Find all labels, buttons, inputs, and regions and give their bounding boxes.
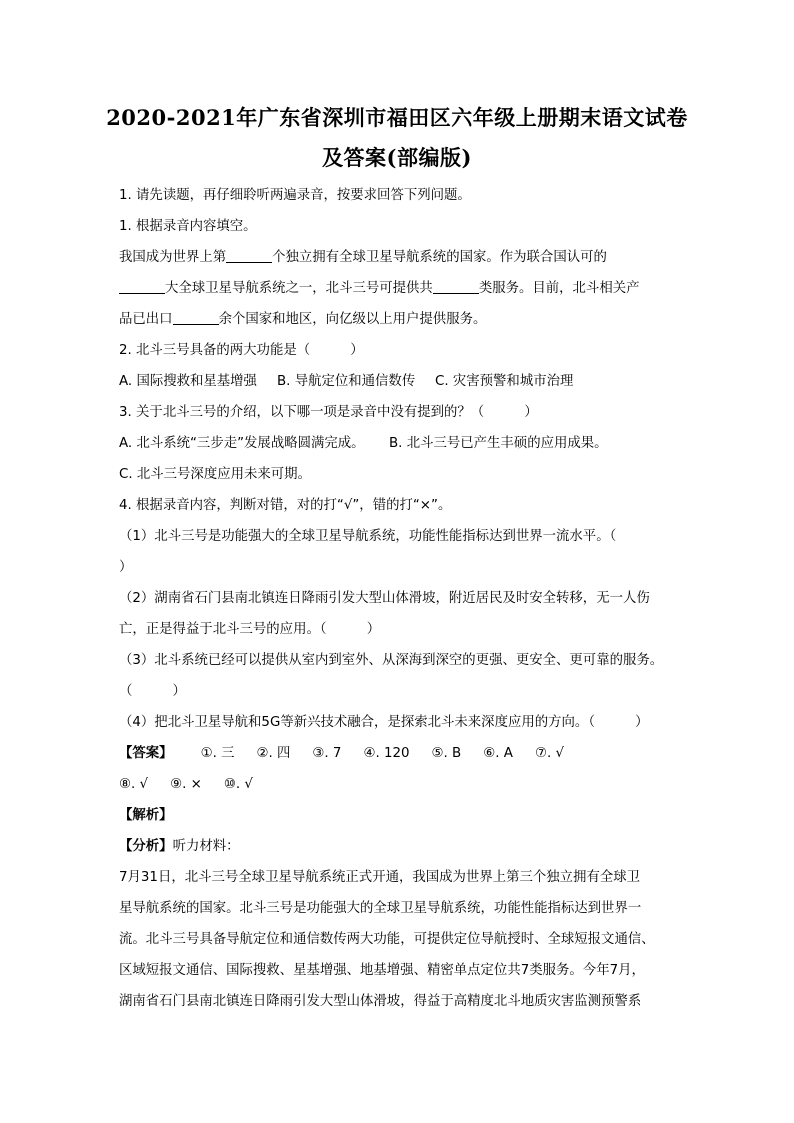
answers-row-2 xyxy=(119,775,694,795)
fill-line-3 xyxy=(119,310,694,330)
answer-2: ②. 四 xyxy=(256,746,291,761)
fill-text: 余个国家和地区，向亿级以上用户提供服务。 xyxy=(218,312,487,327)
question-2-options xyxy=(119,372,694,392)
answer-7: ⑦. √ xyxy=(534,746,564,761)
answer-label: 【答案】 xyxy=(119,746,173,761)
question-4: 4. 根据录音内容，判断对错，对的打“√”，错的打“×”。 xyxy=(119,498,452,513)
answer-10: ⑩. √ xyxy=(223,777,253,792)
material-line-3: 流。北斗三号具备导航定位和通信数传两大功能，可提供定位导航授时、全球短报文通信、 xyxy=(119,932,655,947)
answer-6: ⑥. A xyxy=(483,746,513,761)
answer-blank-4[interactable] xyxy=(173,310,219,325)
material-line-2: 星导航系统的国家。北斗三号是功能强大的全球卫星导航系统，功能性能指标达到世界一 xyxy=(119,901,642,916)
material-line-4: 区域短报文通信、国际搜救、星基增强、地基增强、精密单点定位共7类服务。今年7月， xyxy=(119,963,645,978)
answers-row-1 xyxy=(119,744,694,764)
fill-text: 品已出口 xyxy=(119,312,173,327)
fill-text: 类服务。目前，北斗相关产 xyxy=(478,281,640,296)
question-4-item-2: （2）湖南省石门县南北镇连日降雨引发大型山体滑坡，附近居民及时安全转移，无一人伤 xyxy=(119,591,650,606)
analysis-label: 【解析】 xyxy=(119,808,173,823)
answer-blank-3[interactable] xyxy=(433,279,479,294)
option-b: B. 北斗三号已产生丰硕的应用成果。 xyxy=(389,436,608,451)
fill-text: 我国成为世界上第 xyxy=(119,250,227,265)
answer-blank-2[interactable] xyxy=(119,279,165,294)
question-4-item-1-cont: ） xyxy=(119,560,133,575)
fenxi-text: 听力材料： xyxy=(172,839,240,854)
answer-8: ⑧. √ xyxy=(119,777,149,792)
question-4-item-2-cont: 亡，正是得益于北斗三号的应用。（ ） xyxy=(119,622,381,637)
fill-line-2 xyxy=(119,279,694,299)
question-4-item-4: （4）把北斗卫星导航和5G等新兴技术融合，是探索北斗未来深度应用的方向。（ ） xyxy=(119,715,649,730)
fenxi-line xyxy=(119,837,694,857)
answer-9: ⑨. × xyxy=(170,777,202,792)
fill-text: 个独立拥有全球卫星导航系统的国家。作为联合国认可的 xyxy=(272,250,607,265)
material-line-5: 湖南省石门县南北镇连日降雨引发大型山体滑坡，得益于高精度北斗地质灾害监测预警系 xyxy=(119,994,642,1009)
option-a: A. 北斗系统“三步走”发展战略圆满完成。 xyxy=(119,436,365,451)
answer-3: ③. 7 xyxy=(312,746,342,761)
question-1-intro: 1. 请先读题，再仔细聆听两遍录音，按要求回答下列问题。 xyxy=(119,188,471,203)
question-4-item-3: （3）北斗系统已经可以提供从室内到室外、从深海到深空的更强、更安全、更可靠的服务。 xyxy=(119,653,664,668)
question-3: 3. 关于北斗三号的介绍，以下哪一项是录音中没有提到的？（ ） xyxy=(119,405,538,420)
material-line-1: 7月31日，北斗三号全球卫星导航系统正式开通，我国成为世界上第三个独立拥有全球卫 xyxy=(119,870,641,885)
answer-4: ④. 120 xyxy=(363,746,410,761)
question-1-1: 1. 根据录音内容填空。 xyxy=(119,219,257,234)
document-title-line-1: 2020-2021年广东省深圳市福田区六年级上册期末语文试卷 xyxy=(106,105,688,130)
answer-blank-1[interactable] xyxy=(226,248,272,263)
option-b: B. 导航定位和通信数传 xyxy=(277,374,416,389)
option-c: C. 灾害预警和城市治理 xyxy=(435,374,574,389)
document-title-line-2: 及答案(部编版) xyxy=(322,145,472,170)
question-2: 2. 北斗三号具备的两大功能是（ ） xyxy=(119,343,364,358)
question-4-item-3-cont: （ ） xyxy=(119,684,186,699)
answer-5: ⑤. B xyxy=(431,746,462,761)
option-a: A. 国际搜救和星基增强 xyxy=(119,374,257,389)
question-4-item-1: （1）北斗三号是功能强大的全球卫星导航系统，功能性能指标达到世界一流水平。（ xyxy=(119,529,617,544)
question-3-options-row-1 xyxy=(119,434,694,454)
fill-text: 大全球卫星导航系统之一，北斗三号可提供共 xyxy=(165,281,433,296)
option-c: C. 北斗三号深度应用未来可期。 xyxy=(119,467,311,482)
fenxi-label: 【分析】 xyxy=(119,839,173,854)
answer-1: ①. 三 xyxy=(200,746,235,761)
fill-line-1 xyxy=(119,248,694,268)
